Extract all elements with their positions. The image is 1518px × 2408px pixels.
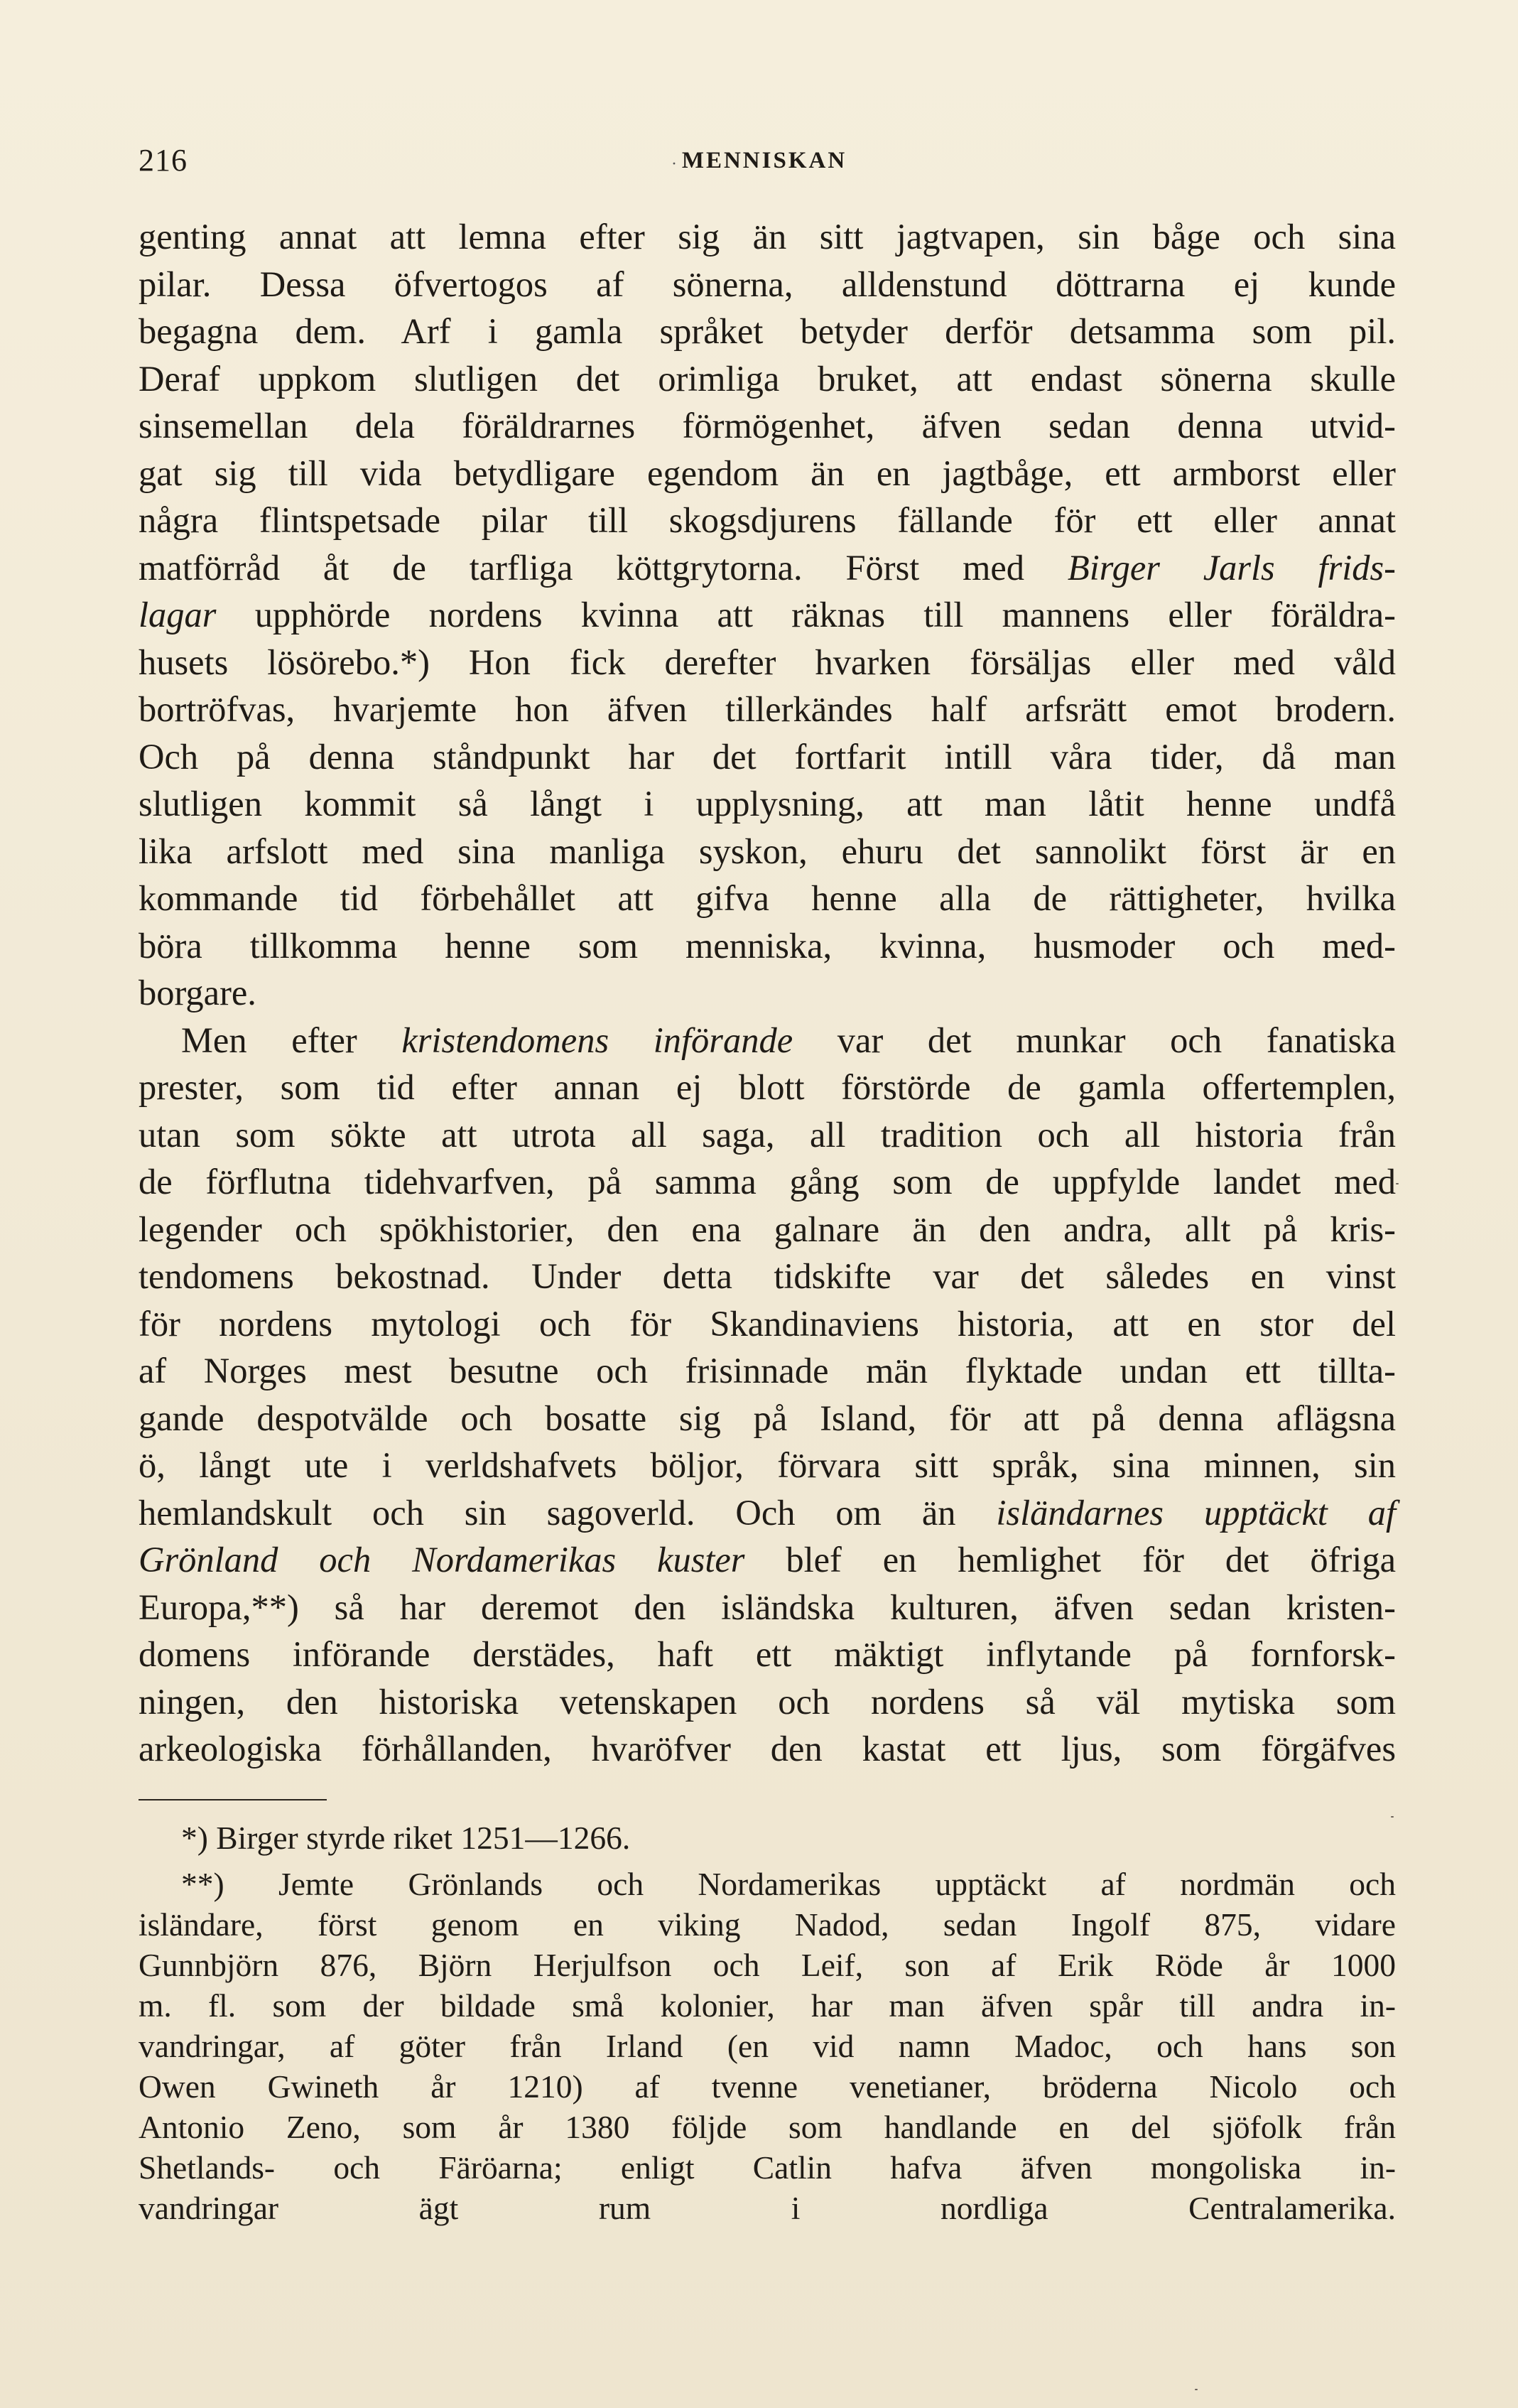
italic-phrase: kristendomens införande (401, 1020, 793, 1060)
paper-speck (1195, 2389, 1198, 2390)
text-line: Och på denna ståndpunkt har det fortfarit intill våra tider, då man (139, 736, 1396, 777)
page-number: 216 (139, 143, 188, 178)
text-line (139, 544, 1396, 592)
text-line: några flintspetsade pilar till skogsdjurens fällande för ett eller annat (139, 500, 1396, 540)
text-line: prester, som tid efter annan ej blott förstörde de gamla offertemplen, (139, 1067, 1396, 1107)
text-line: pilar. Dessa öfvertogos af sönerna, alldenstund döttrarna ej kunde (139, 264, 1396, 304)
text-line: utan som sökte att utrota all saga, all tradition och all historia från (139, 1114, 1396, 1155)
paper-speck (1396, 1183, 1399, 1184)
text-run: upphörde nordens kvinna att räknas till mannens eller föräldra- (216, 595, 1396, 635)
text-line (139, 1489, 1396, 1537)
footnote-line: Shetlands- och Färöarna; enligt Catlin hafva äfven mongoliska in- (139, 2149, 1396, 2186)
text-run: matförråd åt de tarfliga köttgrytorna. Först med (139, 547, 1068, 588)
text-line (139, 1536, 1396, 1584)
footnote-line: m. fl. som der bildade små kolonier, har man äfven spår till andra in- (139, 1987, 1396, 2024)
text-line (139, 1017, 1396, 1064)
text-line: af Norges mest besutne och frisinnade män flyktade undan ett tillta- (139, 1351, 1396, 1391)
footnote-2 (139, 1864, 1396, 2228)
text-line: gande despotvälde och bosatte sig på Island, för att på denna aflägsna (139, 1398, 1396, 1438)
footnote-line: **) Jemte Grönlands och Nordamerikas upptäckt af nordmän och (181, 1866, 1396, 1902)
text-line: böra tillkomma henne som menniska, kvinna, husmoder och med- (139, 925, 1396, 966)
page-header (139, 142, 1390, 185)
text-line: borgare. (139, 973, 256, 1013)
footnote-line: Gunnbjörn 876, Björn Herjulfson och Leif, son af Erik Röde år 1000 (139, 1947, 1396, 1983)
body-text (139, 213, 1396, 1773)
footnote-line: vandringar, af göter från Irland (en vid namn Madoc, och hans son (139, 2028, 1396, 2064)
text-line: legender och spökhistorier, den ena galnare än den andra, allt på kris- (139, 1209, 1396, 1249)
text-line: för nordens mytologi och för Skandinaviens historia, att en stor del (139, 1303, 1396, 1344)
paragraph-2 (139, 1017, 1396, 1773)
footnote-rule (139, 1799, 327, 1800)
text-line: arkeologiska förhållanden, hvaröfver den kastat ett ljus, som förgäfves (139, 1729, 1396, 1769)
paragraph-1 (139, 213, 1396, 1017)
text-line: genting annat att lemna efter sig än sitt jagtvapen, sin båge och sina (139, 217, 1396, 257)
footnote-1: *) Birger styrde riket 1251—1266. (181, 1820, 631, 1856)
italic-phrase: isländarnes upptäckt af (996, 1492, 1397, 1533)
text-line: slutligen kommit så långt i upplysning, att man låtit henne undfå (139, 784, 1396, 824)
text-line: ö, långt ute i verldshafvets böljor, förvara sitt språk, sina minnen, sin (139, 1445, 1396, 1485)
text-run: var det munkar och fanatiska (793, 1020, 1396, 1060)
footnotes (139, 1818, 1396, 2228)
text-line: Deraf uppkom slutligen det orimliga bruket, att endast sönerna skulle (139, 358, 1396, 399)
text-line: domens införande derstädes, haft ett mäktigt inflytande på fornforsk- (139, 1634, 1396, 1674)
paper-speck (1391, 1816, 1394, 1818)
text-line: de förflutna tidehvarfven, på samma gång som de uppfylde landet med (139, 1162, 1396, 1202)
header-dot: · (671, 155, 677, 173)
text-line: sinsemellan dela föräldrarnes förmögenhet, äfven sedan denna utvid- (139, 406, 1396, 446)
text-line: kommande tid förbehållet att gifva henne alla de rättigheter, hvilka (139, 878, 1396, 918)
text-run: blef en hemlighet för det öfriga (744, 1540, 1396, 1580)
text-line: husets lösörebo.*) Hon fick derefter hvarken försäljas eller med våld (139, 642, 1396, 682)
running-head: MENNISKAN (681, 148, 847, 173)
text-run: Men efter (181, 1020, 402, 1060)
italic-phrase: Grönland och Nordamerikas kuster (139, 1540, 745, 1580)
text-line (139, 591, 1396, 639)
text-line: begagna dem. Arf i gamla språket betyder derför detsamma som pil. (139, 311, 1396, 351)
italic-title: lagar (139, 595, 217, 635)
footnote-line: Owen Gwineth år 1210) af tvenne venetianer, bröderna Nicolo och (139, 2068, 1396, 2105)
text-line: tendomens bekostnad. Under detta tidskifte var det således en vinst (139, 1256, 1396, 1296)
text-line: bortröfvas, hvarjemte hon äfven tillerkändes half arfsrätt emot brodern. (139, 689, 1396, 729)
footnote-line: vandringar ägt rum i nordliga Centralamerika. (139, 2190, 1396, 2226)
footnote-line: Antonio Zeno, som år 1380 följde som handlande en del sjöfolk från (139, 2109, 1396, 2145)
text-run: hemlandskult och sin sagoverld. Och om än (139, 1492, 997, 1533)
text-line: gat sig till vida betydligare egendom än en jagtbåge, ett armborst eller (139, 453, 1396, 493)
text-line: Europa,**) så har deremot den isländska kulturen, äfven sedan kristen- (139, 1587, 1396, 1627)
text-line: ningen, den historiska vetenskapen och nordens så väl mytiska som (139, 1681, 1396, 1722)
italic-title: Birger Jarls frids- (1067, 547, 1396, 588)
text-line: lika arfslott med sina manliga syskon, ehuru det sannolikt först är en (139, 831, 1396, 871)
footnote-line: isländare, först genom en viking Nadod, sedan Ingolf 875, vidare (139, 1906, 1396, 1943)
